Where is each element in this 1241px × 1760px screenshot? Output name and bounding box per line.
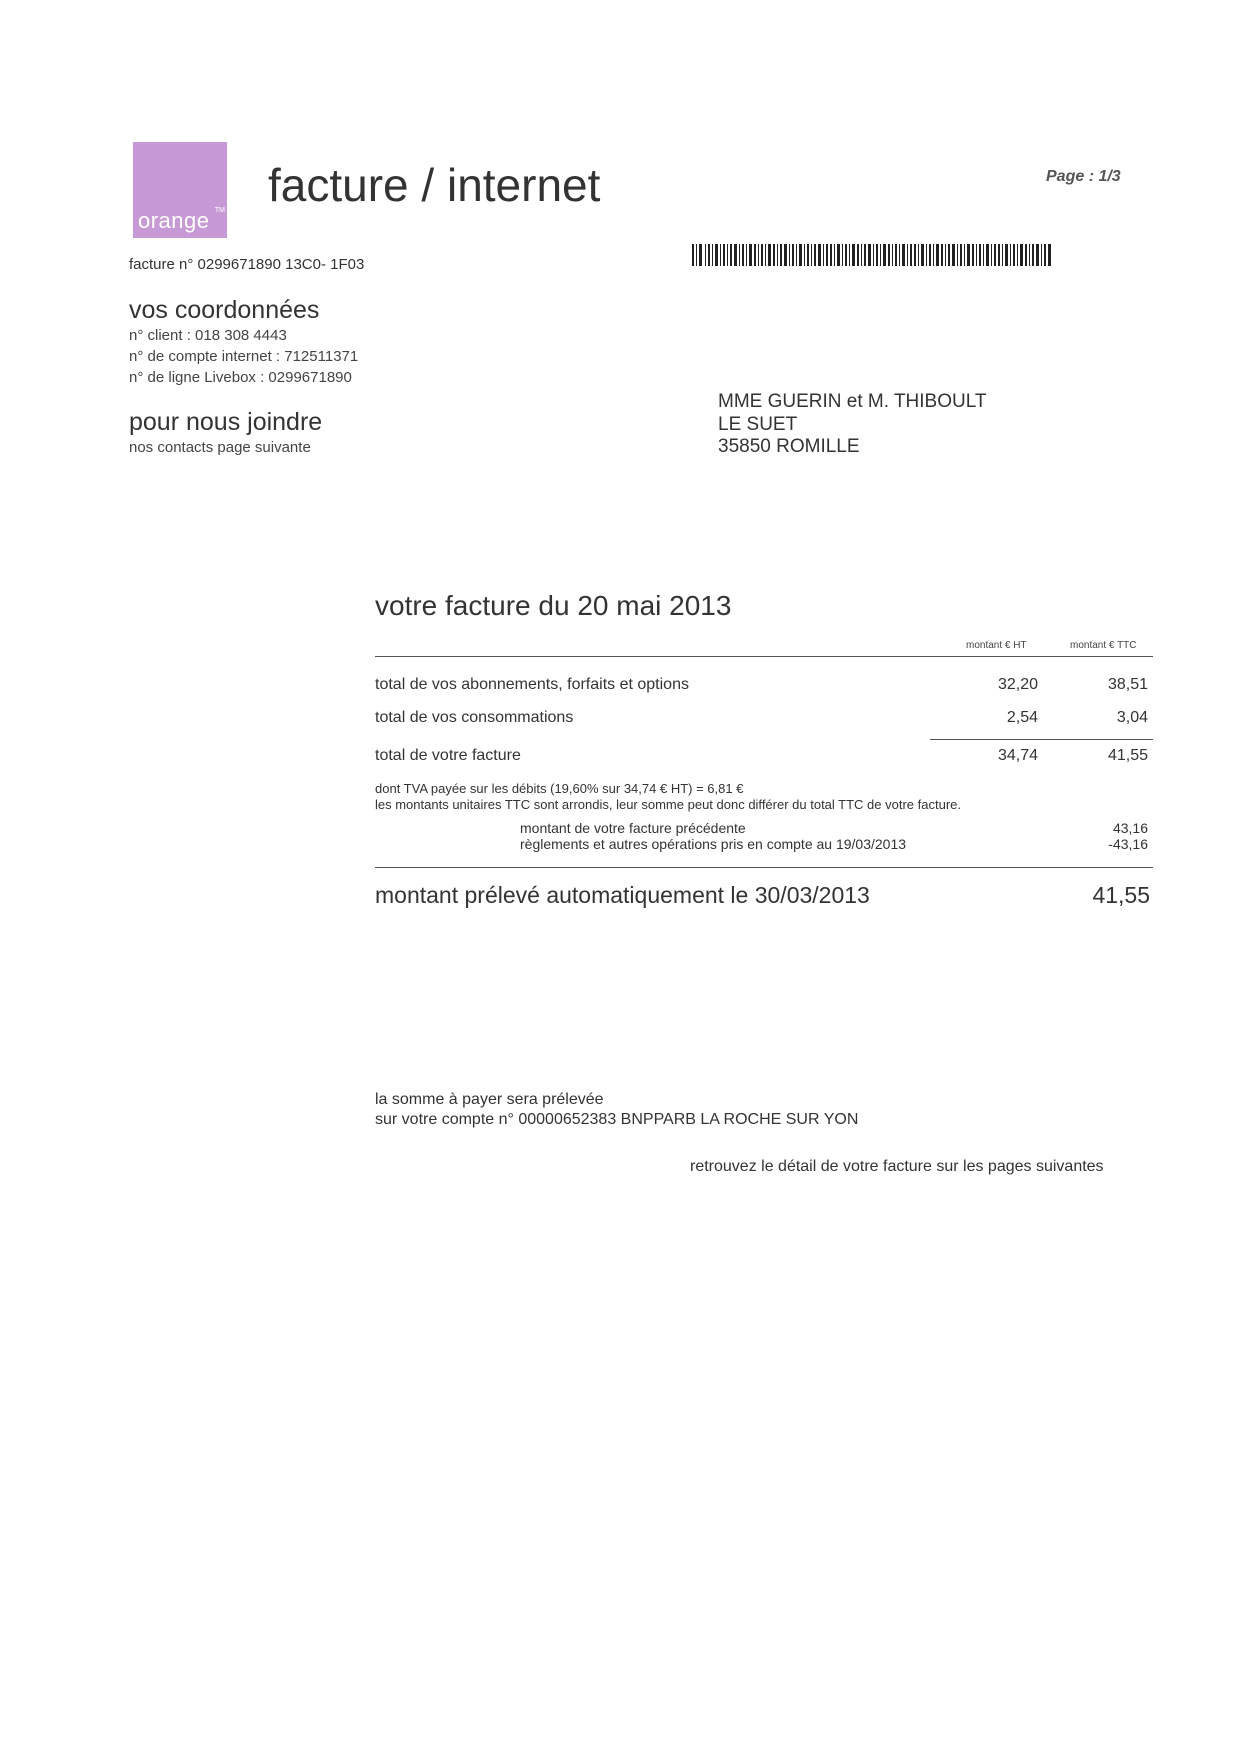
rounding-note: les montants unitaires TTC sont arrondis, leur somme peut donc différer du total TTC de votre facture. (375, 797, 961, 812)
vat-note: dont TVA payée sur les débits (19,60% sur 34,74 € HT) = 6,81 € (375, 781, 744, 796)
column-header-ttc: montant € TTC (1070, 640, 1137, 651)
subtotal-rule (930, 739, 1153, 740)
invoice-date-title: votre facture du 20 mai 2013 (375, 590, 732, 621)
client-number: n° client : 018 308 4443 (129, 327, 287, 344)
contact-heading: pour nous joindre (129, 408, 323, 436)
table-top-rule (375, 656, 1153, 657)
previous-invoice-label: montant de votre facture précédente (520, 820, 746, 836)
row-total-ttc: 41,55 (1107, 747, 1148, 764)
barcode (692, 244, 1052, 266)
payments-label: règlements et autres opérations pris en compte au 19/03/2013 (520, 836, 907, 852)
coordinates-heading: vos coordonnées (129, 296, 320, 324)
row-subscriptions-ttc: 38,51 (1107, 676, 1148, 693)
row-subscriptions-label: total de vos abonnements, forfaits et options (375, 676, 689, 693)
details-note: retrouvez le détail de votre facture sur les pages suivantes (690, 1158, 1104, 1175)
automatic-debit-amount: 41,55 (1092, 882, 1150, 908)
page-number: Page : 1/3 (1046, 168, 1121, 185)
column-header-ht: montant € HT (966, 640, 1027, 651)
automatic-debit-label: montant prélevé automatiquement le 30/03/2013 (375, 882, 870, 908)
livebox-line-number: n° de ligne Livebox : 0299671890 (129, 369, 352, 386)
invoice-number: facture n° 0299671890 13C0- 1F03 (129, 256, 365, 273)
document-title: facture / internet (268, 159, 601, 211)
row-total-label: total de votre facture (375, 747, 521, 764)
logo-trademark: TM (214, 207, 225, 214)
row-total-ht: 34,74 (997, 747, 1038, 764)
internet-account-number: n° de compte internet : 712511371 (129, 348, 359, 365)
address-line-3: 35850 ROMILLE (718, 436, 860, 457)
payments-value: -43,16 (1108, 836, 1148, 852)
logo-text: orange (138, 208, 210, 233)
orange-logo (133, 142, 227, 238)
address-line-2: LE SUET (718, 414, 798, 435)
debit-rule (375, 867, 1153, 868)
row-consumption-ttc: 3,04 (1116, 709, 1148, 726)
address-line-1: MME GUERIN et M. THIBOULT (718, 391, 987, 412)
payment-line-2: sur votre compte n° 00000652383 BNPPARB LA ROCHE SUR YON (375, 1111, 859, 1128)
row-subscriptions-ht: 32,20 (997, 676, 1038, 693)
payment-line-1: la somme à payer sera prélevée (375, 1091, 604, 1108)
contact-subtext: nos contacts page suivante (129, 439, 311, 456)
row-consumption-label: total de vos consommations (375, 709, 574, 726)
row-consumption-ht: 2,54 (1006, 709, 1038, 726)
previous-invoice-value: 43,16 (1112, 820, 1148, 836)
